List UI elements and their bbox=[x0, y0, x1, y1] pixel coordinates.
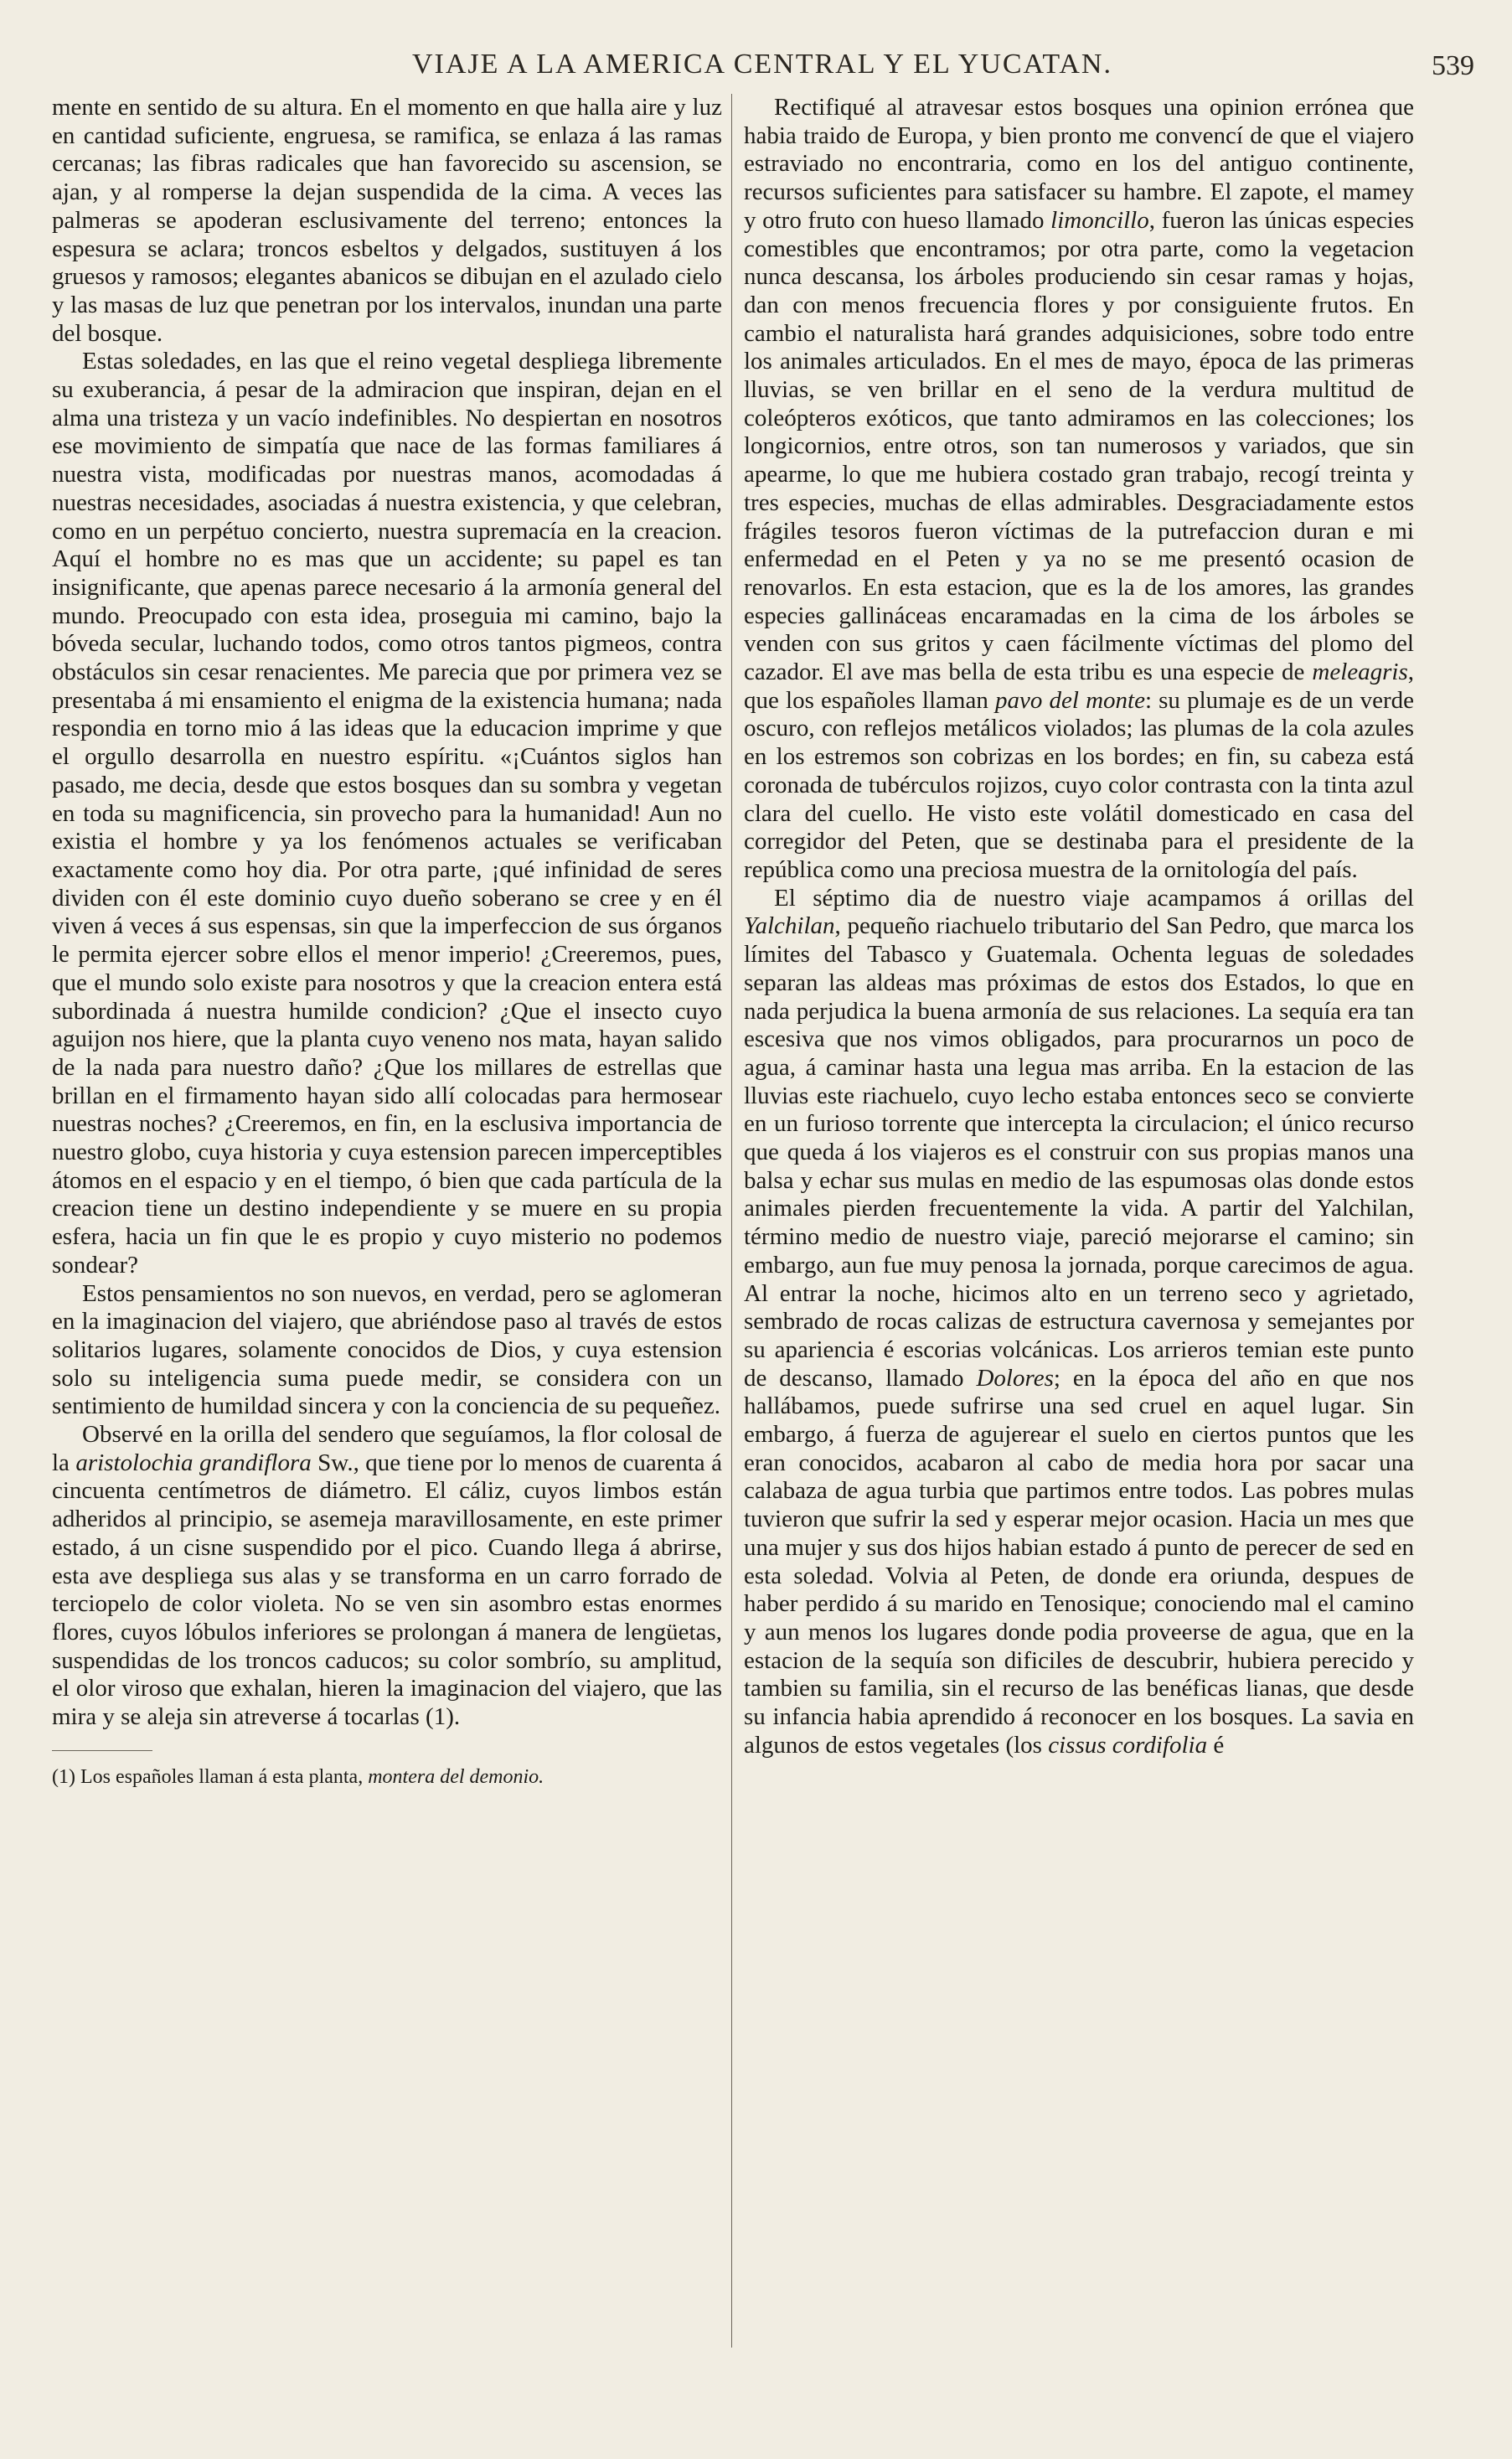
italic-term: limoncillo bbox=[1050, 206, 1149, 234]
italic-term: Yalchilan bbox=[744, 912, 835, 940]
text-run: : su plumaje es de un verde oscuro, con reflejos metálicos violados; las plumas de la cola azules en los estremos son cobrizas en los bordes; en fin, su cabeza está coronada de tubérculos rojizos, cuyo color contrasta con la tinta azul clara del cuello. He visto este volátil domesticado en casa del corregidor del Peten, que se destinaba para el presidente de la república como una preciosa muestra de la ornitología del país. bbox=[744, 686, 1415, 883]
italic-term: pavo del monte bbox=[994, 686, 1145, 714]
paragraph bbox=[744, 885, 1414, 1760]
paragraph: Estos pensamientos no son nuevos, en verdad, pero se aglomeran en la imaginacion del viajero, que abriéndose paso al través de estos solitarios lugares, solamente conocidos de Dios, y cuya estension solo su inteligencia suma puede medir, se considera con un sentimiento de humildad sincera y con la conciencia de su pequeñez. bbox=[52, 1279, 722, 1420]
paragraph: mente en sentido de su altura. En el momento en que halla aire y luz en cantidad suficiente, engruesa, se ramifica, se enlaza á las ramas cercanas; las fibras radicales que han favorecido su ascension, se ajan, y al romperse la dejan suspendida de la cima. A veces las palmeras se apoderan esclusivamente del terreno; entonces la espesura se aclara; troncos esbeltos y delgados, sustituyen á los gruesos y ramosos; elegantes abanicos se dibujan en el azulado cielo y las masas de luz que penetran por los intervalos, inundan una parte del bosque. bbox=[52, 94, 722, 347]
page-header bbox=[50, 49, 1474, 89]
text-run: é bbox=[1207, 1731, 1225, 1759]
footnote-rule bbox=[52, 1750, 152, 1751]
text-run: (1) Los españoles llaman á esta planta, bbox=[52, 1765, 369, 1788]
italic-term: Dolores bbox=[976, 1364, 1054, 1392]
text-run: Observé en la orilla del sendero que seguíamos, la flor colosal de la bbox=[52, 1421, 722, 1476]
running-title: VIAJE A LA AMERICA CENTRAL Y EL YUCATAN. bbox=[412, 49, 1112, 80]
italic-term: aristolochia grandiflora bbox=[75, 1449, 312, 1476]
text-run: , pequeño riachuelo tributario del San Pedro, que marca los límites del Tabasco y Guatemala. Ochenta leguas de soledades separan las aldeas mas próximas de estos dos Estados, lo que en nada perjudica la buena armonía de sus relaciones. La sequía era tan escesiva que nos vimos obligados, para procurarnos un poco de agua, á caminar hasta una legua mas arriba. En la estacion de las lluvias este riachuelo, cuyo lecho estaba entonces seco se convierte en un furioso torrente que intercepta la circulacion; el único recurso que queda á los viajeros es el construir con sus propias manos una balsa y echar sus mulas en medio de las espumosas olas donde estos animales pierden frecuentemente la vida. A partir del Yalchilan, término medio de nuestro viaje, pareció mejorarse el camino; sin embargo, aun fue muy penosa la jornada, porque carecimos de agua. Al entrar la noche, hicimos alto en un terreno seco y agrietado, sembrado de rocas calizas de estructura cavernosa y semejantes por su apariencia é escorias volcánicas. Los arrieros temian este punto de descanso, llamado bbox=[744, 912, 1414, 1392]
left-column bbox=[52, 94, 722, 1790]
page-number: 539 bbox=[1432, 50, 1474, 81]
footnote bbox=[52, 1764, 722, 1790]
text-run: , que los españoles llaman bbox=[744, 659, 1414, 714]
paragraph bbox=[744, 94, 1414, 885]
italic-term: meleagris bbox=[1312, 659, 1408, 686]
column-divider bbox=[731, 94, 732, 2348]
text-run: Rectifiqué al atravesar estos bosques una opinion errónea que habia traido de Europa, y bien pronto me convencí de que el viajero estraviado no encontraria, como en los del antiguo continente, recursos suficientes para satisfacer su hambre. El zapote, el mamey y otro fruto con hueso llamado bbox=[744, 94, 1414, 234]
right-column bbox=[744, 94, 1414, 1759]
paragraph bbox=[52, 1421, 722, 1732]
text-run: Sw., que tiene por lo menos de cuarenta á cincuenta centímetros de diámetro. El cáliz, cuyos limbos están adheridos al principio, se asemeja maravillosamente, en este primer estado, á un cisne suspendido por el pico. Cuando llega á abrirse, esta ave despliega sus alas y se transforma en un carro forrado de terciopelo de color violeta. No se ven sin asombro estas enormes flores, cuyos lóbulos inferiores se prolongan á manera de lengüetas, suspendidas de los troncos caducos; su color sombrío, su amplitud, el olor viroso que exhalan, hieren la imaginacion del viajero, que las mira y se aleja sin atreverse á tocarlas (1). bbox=[52, 1449, 722, 1731]
italic-term: montera del demonio. bbox=[368, 1765, 544, 1788]
text-run: ; en la época del año en que nos hallábamos, puede sufrirse una sed cruel en aquel lugar. Sin embargo, á fuerza de agujerear el suelo en ciertos puntos que les eran conocidos, acabaron al cabo de media hora por sacar una calabaza de agua turbia que partimos entre todos. Las pobres mulas tuvieron que sufrir la sed y esperar mejor ocasion. Hacia un mes que una mujer y sus dos hijos habian estado á punto de perecer de sed en esta soledad. Volvia al Peten, de donde era oriunda, despues de haber perdido á su marido en Tenosique; conociendo mal el camino y aun menos los lugares donde podia proveerse de agua, que en la estacion de la sequía son dificiles de descubrir, hubiera perecido y tambien su familia, sin el recurso de las benéficas lianas, que desde su infancia habia aprendido á reconocer en los bosques. La savia en algunos de estos vegetales (los bbox=[744, 1364, 1414, 1759]
text-run: , fueron las únicas especies comestibles que encontramos; por otra parte, como la vegetacion nunca descansa, los árboles produciendo sin cesar ramas y hojas, dan con menos frecuencia flores y por consiguiente frutos. En cambio el naturalista hará grandes adquisiciones, sobre todo entre los animales articulados. En el mes de mayo, época de las primeras lluvias, se ven brillar en el seno de la verdura multitud de coleópteros exóticos, que tanto admiramos en las colecciones; los longicornios, entre otros, son tan numerosos y variados, que sin apearme, lo que me hubiera costado gran trabajo, recogí treinta y tres especies, muchas de ellas admirables. Desgraciadamente estos frágiles tesoros fueron víctimas de la putrefaccion duran e mi enfermedad en el Peten y ya no se me presentó ocasion de renovarlos. En esta estacion, que es la de los amores, las grandes especies gallináceas encaramadas en la cima de los árboles se venden con sus gritos y caen fácilmente víctimas del plomo del cazador. El ave mas bella de esta tribu es una especie de bbox=[744, 206, 1415, 686]
italic-term: cissus cordifolia bbox=[1048, 1731, 1208, 1759]
paragraph: Estas soledades, en las que el reino vegetal despliega libremente su exuberancia, á pesar de la admiracion que inspiran, dejan en el alma una tristeza y un vacío indefinibles. No despiertan en nosotros ese movimiento de simpatía que nace de las formas familiares á nuestra vista, modificadas por nuestras manos, acomodadas á nuestras necesidades, asociadas á nuestra existencia, y que celebran, como en un perpétuo concierto, nuestra supremacía en la creacion. Aquí el hombre no es mas que un accidente; su papel es tan insignificante, que apenas parece necesario á la armonía general del mundo. Preocupado con esta idea, proseguia mi camino, bajo la bóveda secular, luchando todos, como otros tantos pigmeos, contra obstáculos sin cesar renacientes. Me parecia que por primera vez se presentaba á mi ensamiento el enigma de la existencia humana; nada respondia en torno mio á las ideas que la educacion imprime y que el orgullo desarrolla en nuestro espíritu. «¡Cuántos siglos han pasado, me decia, desde que estos bosques dan su sombra y vegetan en toda su magnificencia, sin provecho para la humanidad! Aun no existia el hombre y ya los fenómenos actuales se verificaban exactamente como hoy dia. Por otra parte, ¡qué infinidad de seres dividen con él este dominio cuyo dueño soberano se cree y en él viven á veces á sus espensas, sin que la imperfeccion de sus órganos le permita ejercer sobre ellos el menor imperio! ¿Creeremos, pues, que el mundo solo existe para nosotros y que la creacion entera está subordinada á nuestra humilde condicion? ¿Que el insecto cuyo aguijon nos hiere, que la planta cuyo veneno nos mata, hayan salido de la nada para nuestro daño? ¿Que los millares de estrellas que brillan en el firmamento hayan sido allí colocadas para hermosear nuestras noches? ¿Creeremos, en fin, en la esclusiva importancia de nuestro globo, cuya historia y cuya estension parecen imperceptibles átomos en el espacio y en el tiempo, ó bien que cada partícula de la creacion tiene un destino independiente y se muere en su propia esfera, hacia un fin que le es propio y cuyo misterio no podemos sondear? bbox=[52, 348, 722, 1279]
text-run: El séptimo dia de nuestro viaje acampamos á orillas del bbox=[774, 884, 1414, 912]
